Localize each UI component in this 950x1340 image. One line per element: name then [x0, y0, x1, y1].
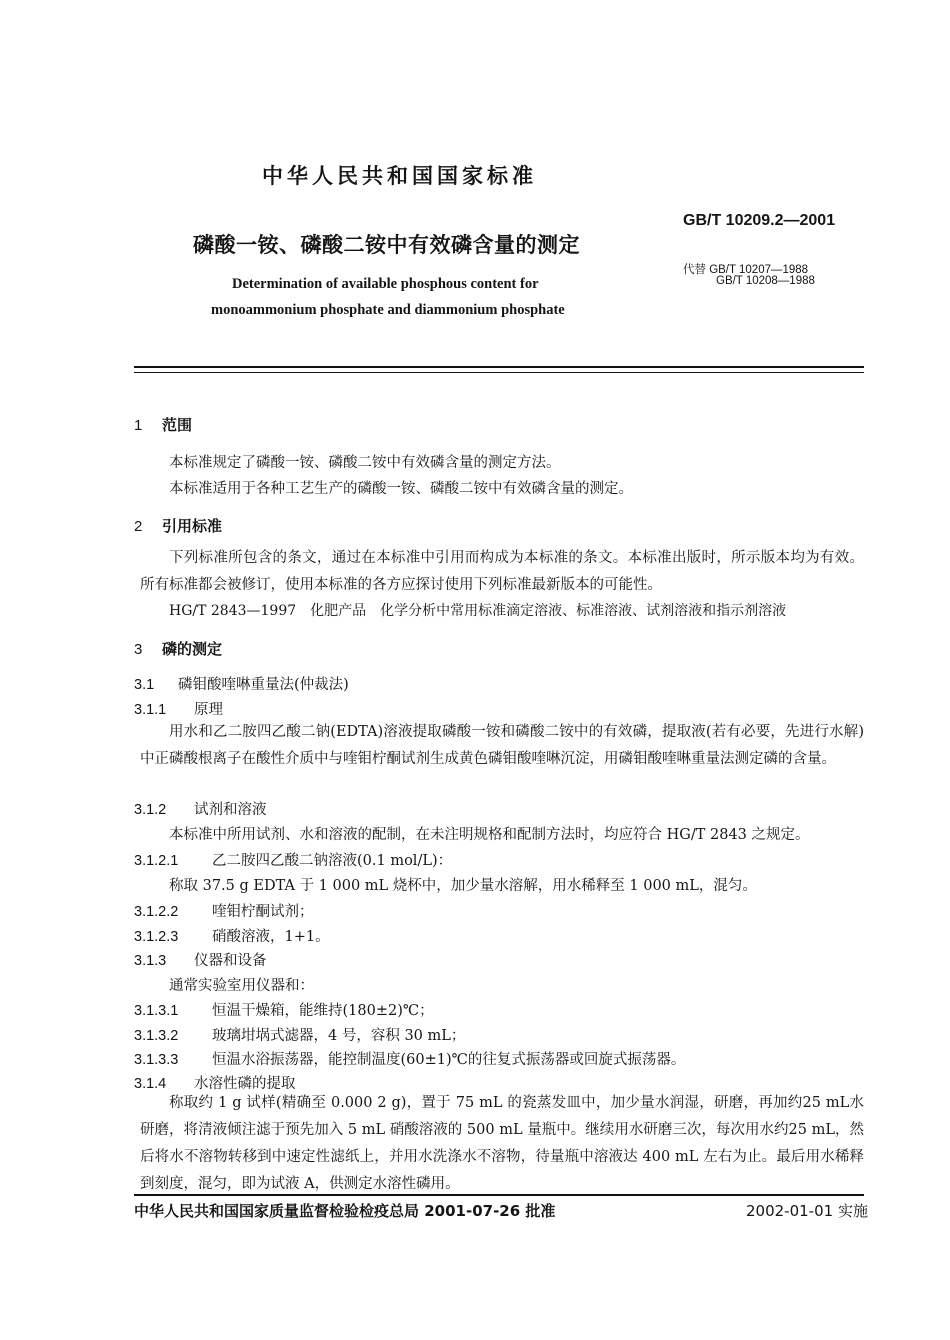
document-title-cn: 磷酸一铵、磷酸二铵中有效磷含量的测定: [193, 233, 580, 257]
clause-title: 恒温水浴振荡器，能控制温度(60±1)℃的往复式振荡器或回旋式振荡器。: [212, 1052, 686, 1068]
clause-3-1: [134, 673, 349, 694]
clause-3-1-3-para: 通常实验室用仪器和：: [169, 978, 314, 994]
standard-code: GB/T 10209.2—2001: [683, 212, 836, 229]
section-number: 3: [134, 641, 143, 658]
section-2-para-1: 下列标准所包含的条文，通过在本标准中引用而构成为本标准的条文。本标准出版时，所示版本均为有效。所有标准都会被修订，使用本标准的各方应探讨使用下列标准最新版本的可能性。: [140, 550, 864, 593]
clause-number: 3.1: [134, 677, 155, 693]
section-1-para-2: 本标准适用于各种工艺生产的磷酸一铵、磷酸二铵中有效磷含量的测定。: [169, 481, 633, 497]
clause-number: 3.1.4: [134, 1076, 167, 1092]
clause-number: 3.1.2: [134, 802, 167, 818]
clause-3-1-2-3: [134, 925, 330, 946]
section-title: 引用标准: [162, 517, 223, 535]
header-rule-thin: [134, 372, 864, 373]
replaces-line-1: 代替 GB/T 10207—1988: [683, 264, 809, 276]
effective-date: 2002-01-01 实施: [746, 1202, 868, 1220]
clause-number: 3.1.2.1: [134, 853, 179, 869]
section-2-heading: [134, 515, 222, 536]
clause-number: 3.1.3.1: [134, 1003, 179, 1019]
document-title-en-2: monoammonium phosphate and diammonium phosphate: [211, 302, 565, 318]
clause-3-1-2: [134, 798, 267, 819]
clause-3-1-1-para: 用水和乙二胺四乙酸二钠(EDTA)溶液提取磷酸一铵和磷酸二铵中的有效磷，提取液(若有必要，先进行水解)中正磷酸根离子在酸性介质中与喹钼柠酮试剂生成黄色磷钼酸喹啉沉淀，用磷钼酸喹啉重量法测定磷的含量。: [140, 724, 864, 767]
clause-3-1-1: [134, 698, 223, 719]
clause-title: 恒温干燥箱，能维持(180±2)℃；: [212, 1003, 434, 1019]
section-title: 范围: [162, 416, 193, 434]
section-title: 磷的测定: [162, 640, 223, 658]
clause-title: 喹钼柠酮试剂；: [212, 904, 314, 920]
standard-category: 中华人民共和国国家标准: [262, 164, 537, 188]
section-1-heading: [134, 414, 192, 435]
footer-rule: [134, 1194, 864, 1196]
clause-title: 原理: [194, 702, 223, 718]
clause-title: 玻璃坩埚式滤器，4 号，容积 30 mL；: [212, 1028, 466, 1044]
clause-3-1-2-para: 本标准中所用试剂、水和溶液的配制，在未注明规格和配制方法时，均应符合 HG/T 2843 之规定。: [169, 827, 810, 843]
replaces-line-2: GB/T 10208—1988: [716, 275, 815, 287]
clause-title: 乙二胺四乙酸二钠溶液(0.1 mol/L)：: [212, 853, 453, 869]
clause-title: 磷钼酸喹啉重量法(仲裁法): [178, 677, 349, 693]
clause-number: 3.1.2.2: [134, 904, 179, 920]
section-number: 2: [134, 518, 143, 535]
clause-3-1-2-1: [134, 849, 452, 870]
clause-3-1-3-1: [134, 999, 434, 1020]
clause-3-1-2-2: [134, 900, 314, 921]
header-rule-thick: [134, 366, 864, 368]
clause-number: 3.1.3: [134, 953, 167, 969]
clause-number: 3.1.2.3: [134, 929, 179, 945]
clause-number: 3.1.3.2: [134, 1028, 179, 1044]
section-2-reference: HG/T 2843—1997 化肥产品 化学分析中常用标准滴定溶液、标准溶液、试剂溶液和指示剂溶液: [169, 603, 787, 619]
clause-number: 3.1.1: [134, 702, 167, 718]
clause-3-1-3: [134, 949, 267, 970]
section-number: 1: [134, 417, 143, 434]
section-1-para-1: 本标准规定了磷酸一铵、磷酸二铵中有效磷含量的测定方法。: [169, 455, 561, 471]
clause-number: 3.1.3.3: [134, 1052, 179, 1068]
clause-title: 仪器和设备: [194, 953, 267, 969]
clause-3-1-3-2: [134, 1024, 465, 1045]
clause-3-1-2-1-para: 称取 37.5 g EDTA 于 1 000 mL 烧杯中，加少量水溶解，用水稀释至 1 000 mL，混匀。: [169, 878, 757, 894]
clause-3-1-3-3: [134, 1048, 685, 1069]
document-title-en-1: Determination of available phosphous content for: [232, 276, 539, 292]
clause-title: 硝酸溶液，1+1。: [212, 929, 330, 945]
clause-title: 试剂和溶液: [194, 802, 267, 818]
clause-3-1-4-para: 称取约 1 g 试样(精确至 0.000 2 g)，置于 75 mL 的瓷蒸发皿中，加少量水润湿，研磨，再加约25 mL水研磨，将清液倾注滤于预先加入 5 mL 硝酸溶液的 500 mL 量瓶中。继续用水研磨三次，每次用水约25 mL，然后将水不溶物转移到中速定性滤纸上，并用水洗涤水不溶物，待量瓶中溶液达 400 mL 左右为止。最后用水稀释到刻度，混匀，即为试液 A，供测定水溶性磷用。: [140, 1095, 864, 1192]
section-3-heading: [134, 638, 222, 659]
clause-title: 水溶性磷的提取: [194, 1076, 296, 1092]
approval-line: 中华人民共和国国家质量监督检验检疫总局 2001-07-26 批准: [134, 1202, 556, 1220]
